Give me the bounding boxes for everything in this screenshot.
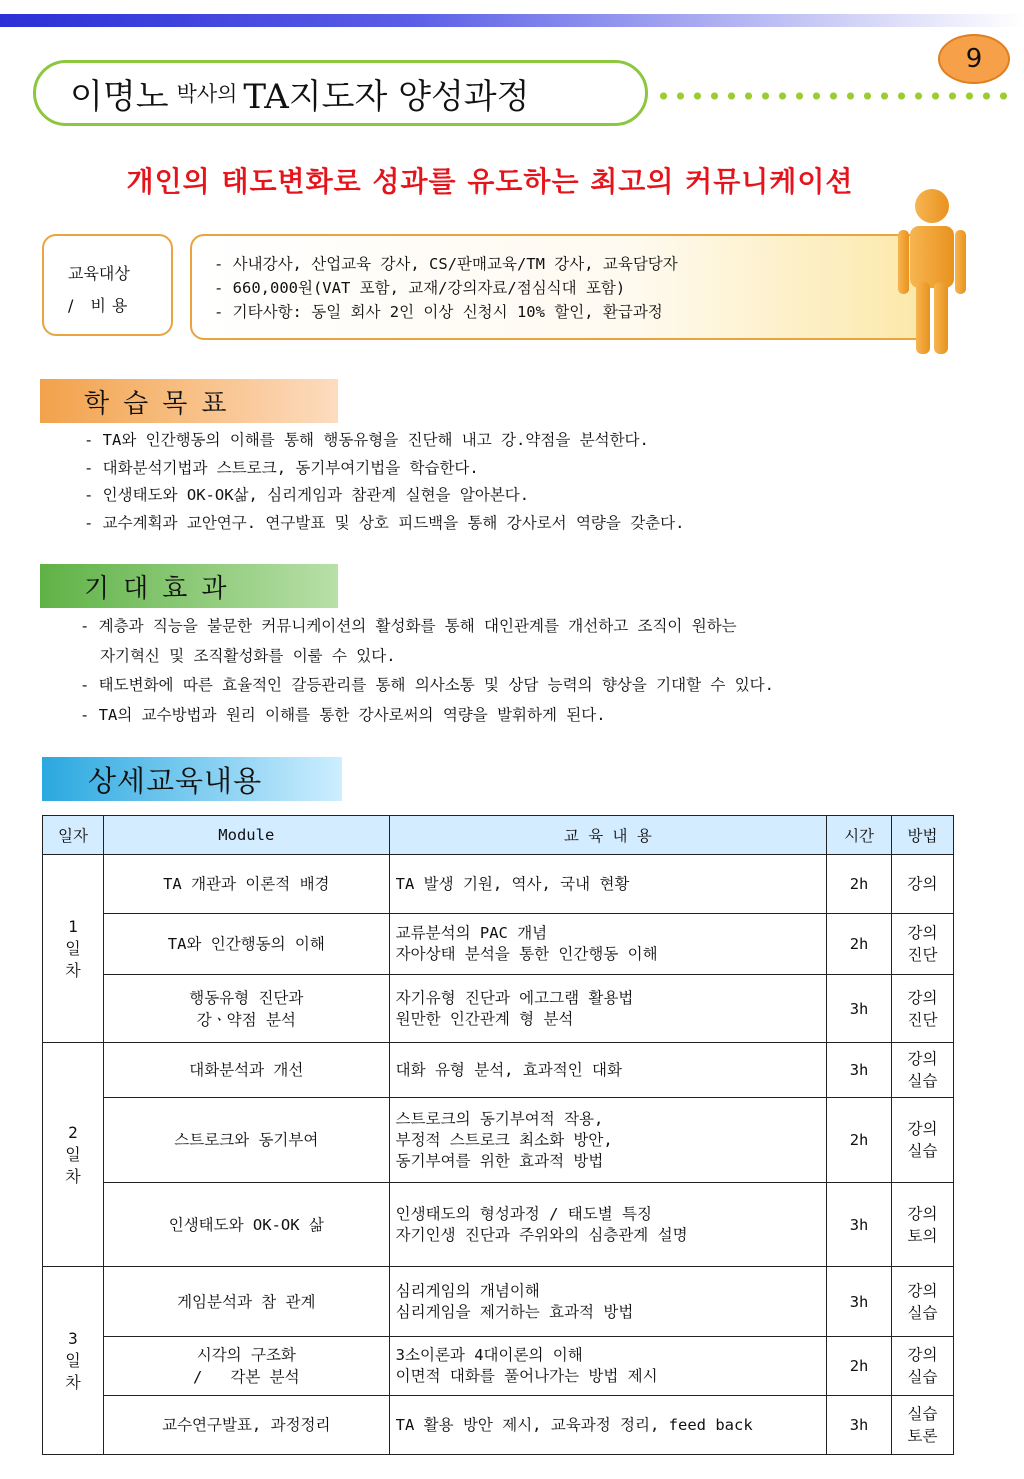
content-text: 인생태도의 형성과정 / 태도별 특징 <box>395 1204 652 1223</box>
learning-goals-heading: 학습목표 <box>40 379 338 423</box>
module-cell <box>103 914 389 975</box>
module-text: TA와 인간행동의 이해 <box>167 935 325 953</box>
content-text: 스트로크의 동기부여적 작용, <box>395 1109 604 1128</box>
method-cell <box>892 975 954 1043</box>
method-text: 강의 <box>907 1204 938 1223</box>
day-cell <box>43 855 104 1043</box>
method-cell <box>892 1183 954 1267</box>
method-text: 실습 <box>907 1142 938 1160</box>
title-honorific: 박사의 <box>176 82 238 106</box>
module-text: 시각의 구조화 <box>196 1346 296 1364</box>
person-icon <box>896 186 966 358</box>
method-text: 실습 <box>907 1072 938 1090</box>
content-text: 부정적 스트로크 최소화 방안, <box>395 1130 613 1149</box>
method-text: 실습 <box>907 1405 938 1423</box>
time-cell: 3h <box>827 1267 892 1337</box>
list-item: - 인생태도와 OK-OK삶, 심리게임과 참관계 실현을 알아본다. <box>84 486 530 504</box>
list-item: - TA와 인간행동의 이해를 통해 행동유형을 진단해 내고 강.약점을 분석한다. <box>84 431 649 449</box>
module-cell <box>103 975 389 1043</box>
method-cell <box>892 1337 954 1396</box>
content-text: 3소이론과 4대이론의 이해 <box>395 1346 583 1364</box>
method-text: 토론 <box>907 1427 938 1445</box>
top-gradient-bar <box>0 14 1024 27</box>
module-cell <box>103 1098 389 1183</box>
day-cell <box>43 1267 104 1455</box>
title-name: 이명노 <box>70 76 169 117</box>
target-line: - 사내강사, 산업교육 강사, CS/판매교육/TM 강사, 교육담당자 <box>214 255 678 273</box>
time-cell: 3h <box>827 1043 892 1098</box>
method-cell <box>892 1267 954 1337</box>
method-text: 강의 <box>907 1346 938 1364</box>
module-cell <box>103 1337 389 1396</box>
page-number-badge <box>938 34 1010 84</box>
time-cell: 2h <box>827 855 892 914</box>
time-cell: 2h <box>827 1337 892 1396</box>
module-text: TA 개관과 이론적 배경 <box>163 875 330 893</box>
content-text: 교류분석의 PAC 개념 <box>395 924 548 942</box>
table-row <box>43 1396 954 1455</box>
time-cell: 2h <box>827 914 892 975</box>
module-cell <box>103 1267 389 1337</box>
content-cell <box>389 1337 826 1396</box>
list-item: - 태도변화에 따른 효율적인 갈등관리를 통해 의사소통 및 상담 능력의 향상을 기대할 수 있다. <box>80 676 774 694</box>
content-text: TA 활용 방안 제시, 교육과정 정리, feed back <box>395 1415 753 1434</box>
day-char: 일 <box>65 1350 81 1370</box>
method-text: 진단 <box>907 946 938 964</box>
method-cell <box>892 1396 954 1455</box>
content-text: 동기부여를 위한 효과적 방법 <box>395 1151 604 1170</box>
method-text: 강의 <box>907 1281 938 1300</box>
module-text: 인생태도와 OK-OK 삶 <box>168 1215 324 1234</box>
target-info-box <box>190 234 930 340</box>
title-banner <box>33 60 648 126</box>
day-char: 차 <box>65 960 81 980</box>
day-number: 3 <box>68 1328 78 1348</box>
module-text: / 각본 분석 <box>193 1368 300 1386</box>
day-char: 차 <box>65 1372 81 1392</box>
detail-heading: 상세교육내용 <box>42 757 342 801</box>
content-text: 원만한 인간관계 형 분석 <box>395 1009 574 1028</box>
method-text: 강의 <box>907 1120 938 1138</box>
headline: 개인의 태도변화로 성과를 유도하는 최고의 커뮤니케이션 <box>126 165 854 198</box>
time-cell: 3h <box>827 1396 892 1455</box>
target-label-line2: / 비용 <box>68 296 134 315</box>
module-cell <box>103 855 389 914</box>
day-number: 1 <box>68 916 78 936</box>
method-text: 강의 <box>907 924 938 942</box>
list-item: 자기혁신 및 조직활성화를 이룰 수 있다. <box>100 646 396 665</box>
module-text: 게임분석과 참 관계 <box>177 1292 316 1311</box>
module-text: 행동유형 진단과 <box>189 988 304 1007</box>
list-item: - 교수계획과 교안연구. 연구발표 및 상호 피드백을 통해 강사로서 역량을 갖춘다. <box>84 513 685 532</box>
content-text: 자아상태 분석을 통한 인간행동 이해 <box>395 945 658 963</box>
method-text: 실습 <box>907 1303 938 1322</box>
content-cell <box>389 1098 826 1183</box>
time-cell: 3h <box>827 975 892 1043</box>
target-line: - 660,000원(VAT 포함, 교재/강의자료/점심식대 포함) <box>214 279 626 297</box>
module-text: 스트로크와 동기부여 <box>174 1131 319 1149</box>
list-item: - 계층과 직능을 불문한 커뮤니케이션의 활성화를 통해 대인관계를 개선하고 조직이 원하는 <box>80 617 737 635</box>
day-char: 일 <box>65 1144 81 1164</box>
target-line: - 기타사항: 동일 회사 2인 이상 신청시 10% 할인, 환급과정 <box>214 303 663 321</box>
content-text: 대화 유형 분석, 효과적인 대화 <box>395 1060 623 1079</box>
page-number: 9 <box>965 44 983 74</box>
target-label-box <box>42 234 173 336</box>
method-text: 강의 <box>907 875 938 893</box>
table-row <box>43 1337 954 1396</box>
module-text: 강ㆍ약점 분석 <box>196 1010 296 1029</box>
method-cell <box>892 855 954 914</box>
content-cell <box>389 1183 826 1267</box>
method-cell <box>892 1043 954 1098</box>
list-item: - 대화분석기법과 스트로크, 동기부여기법을 학습한다. <box>84 458 479 477</box>
method-text: 토의 <box>907 1226 938 1245</box>
content-text: 심리게임의 개념이해 <box>395 1281 540 1300</box>
content-text: 자기유형 진단과 에고그램 활용법 <box>395 988 634 1007</box>
table-row <box>43 1043 954 1098</box>
expected-effects-list <box>80 612 774 730</box>
content-cell <box>389 975 826 1043</box>
content-cell <box>389 1043 826 1098</box>
day-number: 2 <box>68 1122 78 1142</box>
day-char: 일 <box>65 938 81 958</box>
header-module: Module <box>103 816 389 855</box>
header-method: 방법 <box>892 816 954 855</box>
time-cell: 2h <box>827 1098 892 1183</box>
content-cell <box>389 914 826 975</box>
dotted-divider <box>655 88 1015 104</box>
schedule-table <box>42 815 954 1455</box>
method-text: 실습 <box>907 1368 938 1386</box>
table-header-row <box>43 816 954 855</box>
header-content: 교 육 내 용 <box>389 816 826 855</box>
method-text: 진단 <box>907 1010 938 1029</box>
day-char: 차 <box>65 1166 81 1186</box>
content-text: 이면적 대화를 풀어나가는 방법 제시 <box>395 1367 658 1385</box>
content-cell <box>389 855 826 914</box>
target-label-line1: 교육대상 <box>68 264 130 283</box>
list-item: - TA의 교수방법과 원리 이해를 통한 강사로써의 역량을 발휘하게 된다. <box>80 705 606 724</box>
module-cell <box>103 1183 389 1267</box>
table-row <box>43 914 954 975</box>
expected-effects-heading: 기대효과 <box>40 564 338 608</box>
module-cell <box>103 1396 389 1455</box>
method-text: 강의 <box>907 1050 938 1068</box>
table-row <box>43 975 954 1043</box>
module-cell <box>103 1043 389 1098</box>
header-day: 일자 <box>43 816 104 855</box>
table-row <box>43 855 954 914</box>
method-text: 강의 <box>907 988 938 1007</box>
content-text: 자기인생 진단과 주위와의 심층관계 설명 <box>395 1225 688 1244</box>
header-time: 시간 <box>827 816 892 855</box>
module-text: 대화분석과 개선 <box>189 1061 304 1079</box>
table-row <box>43 1183 954 1267</box>
content-cell <box>389 1396 826 1455</box>
day-cell <box>43 1043 104 1267</box>
table-row <box>43 1267 954 1337</box>
table-row <box>43 1098 954 1183</box>
content-text: 심리게임을 제거하는 효과적 방법 <box>395 1302 634 1321</box>
learning-goals-list <box>84 427 684 537</box>
method-cell <box>892 1098 954 1183</box>
title-course: TA지도자 양성과정 <box>243 76 530 117</box>
content-text: TA 발생 기원, 역사, 국내 현황 <box>395 874 630 893</box>
time-cell: 3h <box>827 1183 892 1267</box>
content-cell <box>389 1267 826 1337</box>
module-text: 교수연구발표, 과정정리 <box>162 1416 331 1434</box>
method-cell <box>892 914 954 975</box>
